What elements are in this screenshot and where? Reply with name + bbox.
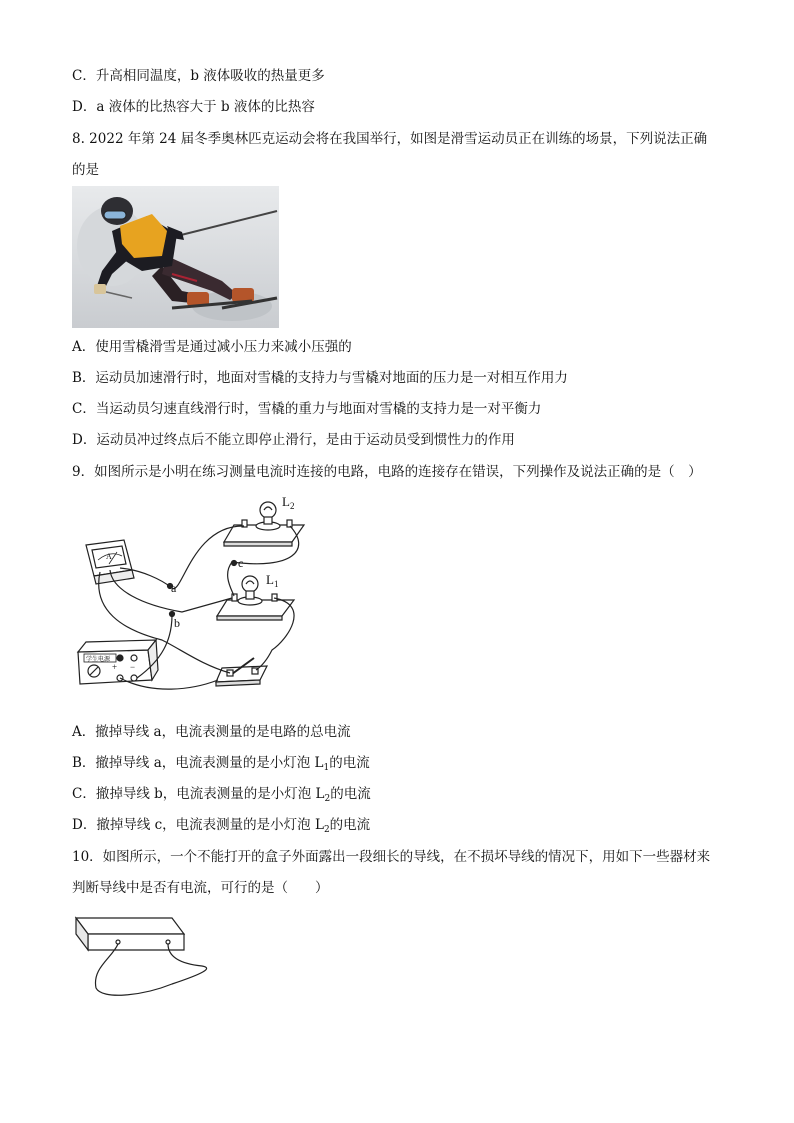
q8-option-b: B．运动员加速滑行时，地面对雪橇的支持力与雪橇对地面的压力是一对相互作用力: [72, 370, 568, 386]
q8-option-d: D．运动员冲过终点后不能立即停止滑行，是由于运动员受到惯性力的作用: [72, 432, 515, 448]
q7-option-c: C．升高相同温度，b 液体吸收的热量更多: [72, 68, 325, 84]
label-ammeter: A: [106, 552, 112, 561]
label-b: b: [174, 616, 180, 630]
label-minus: −: [130, 662, 136, 672]
q8-option-c: C．当运动员匀速直线滑行时，雪橇的重力与地面对雪橇的支持力是一对平衡力: [72, 401, 542, 417]
q10-stem-line2: 判断导线中是否有电流，可行的是（ ）: [72, 880, 329, 896]
q10-stem-line1: 10．如图所示，一个不能打开的盒子外面露出一段细长的导线，在不损坏导线的情况下，用如下一些器材来: [72, 849, 711, 865]
label-a: a: [171, 581, 177, 595]
q9-option-c: C．撤掉导线 b，电流表测量的是小灯泡 $L_2$的电流: [72, 786, 371, 804]
q9-stem: 9．如图所示是小明在练习测量电流时连接的电路，电路的连接存在错误，下列操作及说法正确的是（ ）: [72, 464, 702, 480]
label-plus: +: [112, 662, 118, 672]
label-L2: $L_2$: [282, 494, 295, 511]
q9-option-d: D．撤掉导线 c，电流表测量的是小灯泡 $L_2$的电流: [72, 817, 371, 835]
label-c: c: [238, 556, 244, 570]
label-power-supply: 学生电源: [86, 656, 111, 663]
label-L1: $L_1$: [266, 572, 279, 589]
q8-stem-line2: 的是: [72, 162, 99, 178]
q8-option-a: A．使用雪橇滑雪是通过减小压力来减小压强的: [72, 339, 352, 355]
skier-photo: [72, 186, 279, 328]
q9-option-b: B．撤掉导线 a，电流表测量的是小灯泡 $L_1$的电流: [72, 755, 370, 773]
q8-stem-line1: 8. 2022 年第 24 届冬季奥林匹克运动会将在我国举行，如图是滑雪运动员正在训练的场景，下列说法正确: [72, 131, 708, 147]
box-with-wire-figure: [72, 908, 217, 1003]
circuit-diagram: [72, 490, 322, 700]
q9-option-a: A．撤掉导线 a，电流表测量的是电路的总电流: [72, 724, 351, 740]
q7-option-d: D．a 液体的比热容大于 b 液体的比热容: [72, 99, 315, 115]
